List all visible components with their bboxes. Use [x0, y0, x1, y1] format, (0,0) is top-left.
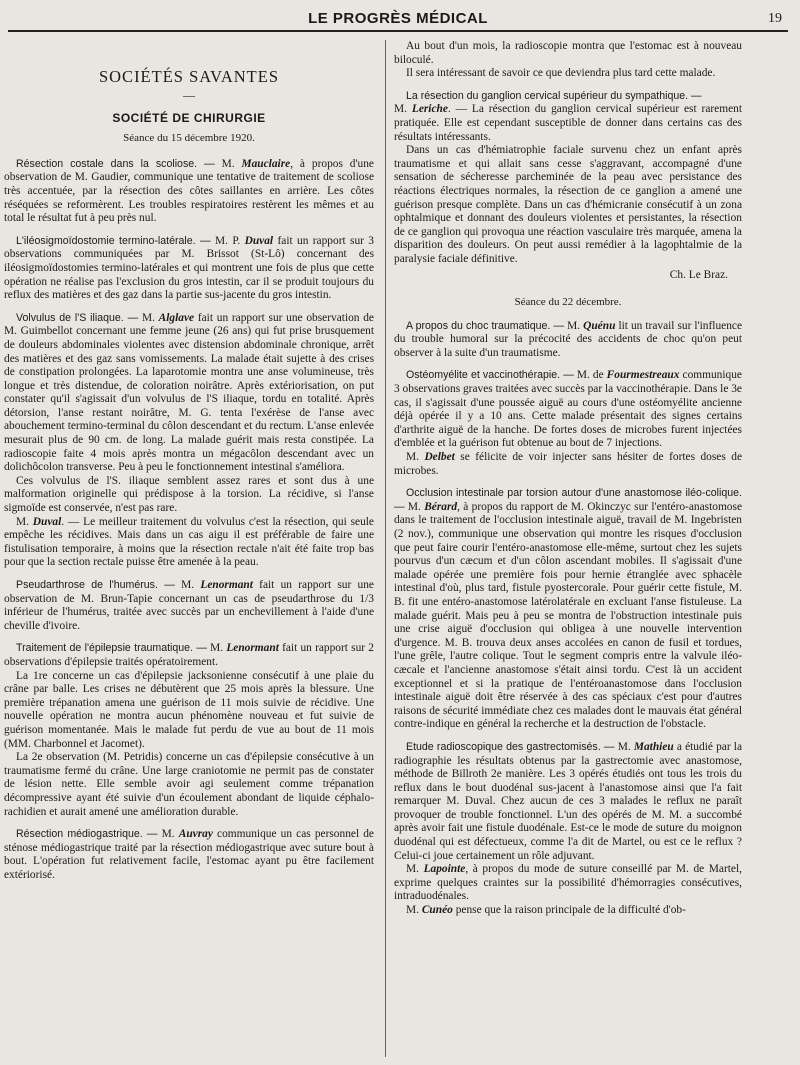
society-heading: SOCIÉTÉ DE CHIRURGIE — [112, 110, 266, 125]
author-name: Leriche — [411, 103, 448, 116]
section-title: SOCIÉTÉS SAVANTES — [98, 67, 280, 86]
article-paragraph: Dans un cas d'hémiatrophie faciale survenu chez un enfant après traumatisme et qui allait sans cesse s'aggravant, accompagné d'une sensation de sécheresse parcheminée de la peau avec persistance des réactions électriques normales, la résection de ce ganglion a amené une guérison presque complète. Dans un cas d'hémicranie consécutif à un zona ophtalmique et donnant des douleurs violentes et persistantes, la résection de ce ganglion qui provoqua une réaction vasculaire très marquée, amena la disparition des douleurs. On peut aussi remédier à la lagophtalmie de la paralysie faciale définitive. — [394, 144, 742, 265]
author-name: Delbet — [424, 451, 455, 464]
article-volvulus: Volvulus de l'S iliaque. — M. Alglave fait un rapport sur une observation de M. Guimbellot concernant une femme jeune (26 ans) qui fut prise brusquement de douleurs abdominales violentes avec distension abdominale chronique, arrêt des matières et des gaz sans vomissements. La malade était sujette à des crises de constipation prolongées. La laparotomie montra une anse volumineuse, très longue et très distendue, de coloration noirâtre. Après extériorisation, on put constater qu'il s'agissait d'un volvulus de l'S iliaque, tordu en totalité. Après détorsion, l'anse restant noirâtre, M. G. tenta l'exérèse de l'anse avec abouchement termino-terminal du côlon descendant et du rectum. L'anse enlevée mesurait plus de 90 cm. de long. La malade guérit mais resta constipée. La radioscopie faite 4 mois après montra un mégacôlon descendant avec un dolichôcolon transverse. Peu à peu le fonctionnement intestinal s'améliora. — [4, 311, 374, 474]
article-paragraph: M. Cunéo pense que la raison principale de la difficulté d'ob- — [406, 904, 686, 917]
article-title: L'iléosigmoïdostomie termino-latérale. — — [16, 234, 211, 247]
section-dash: — — [183, 87, 195, 102]
author-name: Lapointe — [423, 863, 466, 876]
article-text: a étudié par la radiographie les résultats obtenus par la gastrectomie avec anastomose, méthode de Billroth 2e manière. Les 3 opérés étudiés ont tous les trois du reflux dans le bout duodénal sus-jacent à l'anastomose ainsi que l'a fait remarquer M. Duval. Chez aucun de ces 3 malades le reflux ne paraît provoquer de trouble fonctionnel. L'un des opérés de M. M. a succombé après avoir fait une fistule duodénale. Est-ce le mode de suture du moignon duodénal qui est défectueux, comme l'a dit de Martel, ou est ce le reflux ? Celui-ci joue certainement un rôle adjuvant. — [394, 740, 742, 862]
author-name: Lenormant — [200, 579, 253, 591]
article-text: communique un cas personnel de sténose médiogastrique traité par la résection médiogastrique avec suture bout à bout. L'opération fut relativement facile, l'estomac ayant pu être facilement extériorisé. — [4, 828, 374, 881]
article-paragraph: M. Lapointe, à propos du mode de suture conseillé par M. de Martel, exprime quelques craintes sur la possibilité d'hémorragies consécutives, intraduodénales. — [394, 863, 742, 903]
article-osteomyelitis: Ostéomyélite et vaccinothérapie. — M. de Fourmestreaux communique 3 observations graves traitées avec succès par la vaccinothérapie. Dans le 3e cas, il s'agissait d'une poussée aiguë au cours d'une ostéomyélite ancienne déjà opérée il y a 10 ans. Cette malade présentait des signes certains d'arthrite aiguë de la hanche. De fortes doses de microbes furent injectées d'emblée et la guérison fut obtenue au bout de 7 injections. — [394, 369, 742, 450]
article-text: fait un rapport sur 2 observations d'épilepsie traités opératoirement. — [4, 642, 374, 668]
author-name: Fourmestreaux — [606, 369, 680, 382]
author-name: Bérard — [424, 500, 458, 513]
article-title: Occlusion intestinale par torsion autour d'une anastomose iléo-colique. — — [394, 487, 742, 513]
article-text: . — La résection du ganglion cervical supérieur est rarement pratiquée. Elle est cependant susceptible de donner dans certains cas des résultats intéressants. — [394, 103, 742, 143]
article-intestinal-occlusion: Occlusion intestinale par torsion autour d'une anastomose iléo-colique. — M. Bérard, à propos du rapport de M. Okinczyc sur l'entéro-anastomose dans le traitement de l'occlusion intestinale aiguë, travail de M. Ingebristen (2 nov.), communique une observation qui montre les risques d'occlusion que peut faire courir l'entéro-anastomose elle-même, surtout chez les sujets pourvus d'un cæcum et d'un côlon ascendant mobiles. Il s'agissait d'une malade opérée une première fois pour hernie étranglée avec sphacèle intestinal d'où, plus tard, fistule pyostercorale. Pour guérir cette fistule, M. B. fit une entéro-anastomose latérolatérale en excluant l'anse fistuleuse. La malade guérit. Mais peu à peu se montra de l'obstruction intestinale puis une crise aiguë d'occlusion qui obligea à une nouvelle intervention d'urgence. M. B. trouva deux anses accolées en canon de fusil et tordues, l'une grêle, l'autre colique. Tout le segment compris entre la valvule iléo-cæcale et l'ancienne anastomose s'était ainsi tordu. C'est là un accident exceptionnel et si la pratique de l'entéroanastomose dans l'occlusion intestinale aiguë doit être réservée à des cas spéciaux c'est pour d'autres raisons de sécurité immédiate chez ces malades dont le mauvais état général contre-indique en général la recherche et la destruction de l'obstacle. — [394, 487, 742, 731]
article-text: fait un rapport sur 3 observations communiquées par M. Brissot (St-Lô) concernant des iléosigmoïdostomies termino-latérales et qui montrent une fois de plus que cette opération ne réalise pas l'exclusion du gros intestin, car il se produit toujours du reflux des matières et des gaz dans la partie sus-jacente du gros intestin. — [4, 234, 374, 302]
article-traumatic-shock: A propos du choc traumatique. — M. Quénu lit un travail sur l'influence du trouble humoral sur la précocité des accidents de choc qu'on peut observer à la suite d'un traumatisme. — [394, 319, 742, 359]
article-paragraph: Il sera intéressant de savoir ce que deviendra plus tard cette malade. — [406, 67, 716, 80]
article-title: Résection costale dans la scoliose. — — [16, 157, 215, 170]
author-name: Duval — [32, 515, 62, 528]
article-title: Traitement de l'épilepsie traumatique. — — [16, 642, 207, 655]
author-name: Mathieu — [633, 740, 674, 753]
author-name: Alglave — [158, 311, 195, 324]
article-costal-resection: Résection costale dans la scoliose. — M. Mauclaire, à propos d'une observation de M. Gaudier, communique une tentative de traitement de scoliose très accentuée, par la résection des côtes saillantes en arrière. Les côtes réséquées se reformèrent. Les troubles respiratoires restèrent les mêmes et au total le résultat fut à peu près nul. — [4, 157, 374, 225]
article-title: Volvulus de l'S iliaque. — — [16, 311, 139, 324]
column-divider — [385, 40, 386, 1057]
article-text: communique 3 observations graves traitées avec succès par la vaccinothérapie. Dans le 3e cas, il s'agissait d'une poussée aiguë au cours d'une ostéomyélite ancienne déjà opérée il y a 10 ans. Cette malade présentait des signes certains d'arthrite aiguë de la hanche. De fortes doses de microbes furent injectées d'emblée et la guérison fut obtenue au bout de 7 injections. — [394, 369, 742, 450]
article-title: Résection médiogastrique. — — [16, 828, 158, 841]
left-column — [4, 40, 374, 1058]
seance-date: Séance du 15 décembre 1920. — [123, 132, 255, 145]
article-paragraph: La 1re concerne un cas d'épilepsie jacksonienne consécutif à une plaie du crâne par balle. Les crises ne débutèrent que 25 mois après la blessure. Une première trépanation amena une guérison de 11 mois suivie de récidive. Une nouvelle opération ne montra aucun phénomène nouveau et fut suivie de guérison momentanée. Mais le malade fut perdu de vue au bout de 11 mois (MM. Charbonnel et Jacomet). — [4, 669, 374, 750]
article-ileosigmoidostomy: L'iléosigmoïdostomie termino-latérale. — M. P. Duval fait un rapport sur 3 observations communiquées par M. Brissot (St-Lô) concernant des iléosigmoïdostomies termino-latérales et qui montrent une fois de plus que cette opération ne réalise pas l'exclusion du gros intestin, car il se produit toujours du reflux des matières et des gaz dans la partie sus-jacente du gros intestin. — [4, 234, 374, 302]
page-header — [8, 4, 788, 32]
article-pseudarthrosis: Pseudarthrose de l'humérus. — M. Lenormant fait un rapport sur une observation de M. Brun-Tapie concernant un cas de pseudarthrose du 1/3 inférieur de l'humérus, traitée avec succès par un enchevillement à l'aide d'une cheville d'ivoire. — [4, 579, 374, 632]
signature: Ch. Le Braz. — [669, 268, 728, 281]
article-title: Etude radioscopique des gastrectomisés. — — [406, 740, 615, 753]
article-text: , à propos d'une observation de M. Gaudier, communique une tentative de traitement de scoliose très accentuée, par la résection des côtes saillantes en arrière. Les côtes réséquées se reformèrent. Les troubles respiratoires restèrent les mêmes et au total le résultat fut à peu près nul. — [4, 157, 374, 225]
article-mediogastric-resection: Résection médiogastrique. — M. Auvray communique un cas personnel de sténose médiogastrique traité par la résection médiogastrique avec suture bout à bout. L'opération fut relativement facile, l'estomac ayant pu être facilement extériorisé. — [4, 828, 374, 881]
article-text: fait un rapport sur une observation de M. Guimbellot concernant une femme jeune (26 ans) qui fut prise brusquement de douleurs abdominales violentes avec distension abdominale chronique, arrêt des matières et des gaz sans vomissements. La malade était sujette à des crises de constipation prolongées. La laparotomie montra une anse volumineuse, très longue et très distendue, de coloration noirâtre. Après extériorisation, on put constater qu'il s'agissait d'un volvulus de l'S iliaque, tordu en totalité. Après détorsion, l'anse restant noirâtre, M. G. tenta l'exérèse de l'anse avec abouchement termino-terminal du côlon descendant et du rectum. L'anse enlevée mesurait plus de 90 cm. de long. La malade guérit mais resta constipée. La radioscopie faite 4 mois après montra un mégacôlon descendant avec un dolichôcolon transverse. Peu à peu le fonctionnement intestinal s'améliora. — [4, 311, 374, 474]
article-sympathetic-ganglion: La résection du ganglion cervical supérieur du sympathique. — M. Leriche. — La résection du ganglion cervical supérieur est rarement pratiquée. Elle est cependant susceptible de donner dans certains cas des résultats intéressants. — [394, 89, 742, 143]
article-text: fait un rapport sur une observation de M. Brun-Tapie concernant un cas de pseudarthrose du 1/3 inférieur de l'humérus, traitée avec succès par un enchevillement à l'aide d'une cheville d'ivoire. — [4, 579, 374, 632]
author-name: Duval — [244, 234, 274, 247]
right-column — [394, 40, 742, 1058]
article-title: La résection du ganglion cervical supérieur du sympathique. — — [406, 89, 702, 102]
author-name: Cunéo — [421, 904, 453, 917]
article-gastrectomy: Etude radioscopique des gastrectomisés. — M. Mathieu a étudié par la radiographie les résultats obtenus par la gastrectomie avec anastomose, méthode de Billroth 2e manière. Les 3 opérés étudiés ont tous les trois du reflux dans le bout duodénal sus-jacent à l'anastomose ainsi que l'a fait remarquer M. Duval. Chez aucun de ces 3 malades le reflux ne paraît provoquer de trouble fonctionnel. L'un des opérés de M. M. a succombé après avoir fait une fistule duodénale. Est-ce le mode de suture du moignon duodénal qui est défectueux, comme l'a dit de Martel, ou est ce le reflux ? Celui-ci joue certainement un rôle adjuvant. — [394, 740, 742, 862]
page-number: 19 — [768, 11, 782, 26]
author-name: Quénu — [583, 319, 616, 332]
article-title: A propos du choc traumatique. — — [406, 319, 565, 332]
author-name: Auvray — [178, 828, 213, 841]
article-epilepsy: Traitement de l'épilepsie traumatique. — M. Lenormant fait un rapport sur 2 observations d'épilepsie traités opératoirement. — [4, 642, 374, 668]
article-paragraph: M. Duval. — Le meilleur traitement du volvulus c'est la résection, qui seule empêche les récidives. Mais dans un cas aigu il est préférable de faire une fistulisation temporaire, à moins que la résection rectale n'ait été faite trop bas pour que la section rectale puisse être amenée à la peau. — [4, 515, 374, 569]
author-name: Mauclaire — [241, 157, 291, 170]
journal-title: LE PROGRÈS MÉDICAL — [308, 10, 488, 27]
article-paragraph: Ces volvulus de l'S. iliaque semblent assez rares et sont dus à une malformation originelle qui prédispose à la torsion. La récidive, si l'anse sigmoïde est conservée, n'est pas rare. — [4, 474, 374, 515]
seance-date: Séance du 22 décembre. — [514, 296, 622, 309]
article-paragraph: M. Delbet se félicite de voir injecter sans hésiter de fortes doses de microbes. — [394, 451, 742, 477]
author-name: Lenormant — [226, 642, 279, 655]
article-text: , à propos du rapport de M. Okinczyc sur l'entéro-anastomose dans le traitement de l'occlusion intestinale aiguë, travail de M. Ingebristen (2 nov.), communique une observation qui montre les risques d'occlusion que peut faire courir l'entéro-anastomose elle-même, surtout chez les sujets pourvus d'un cæcum et d'un côlon ascendant mobiles. Il s'agissait d'une malade opérée une première fois pour hernie étranglée avec sphacèle intestinal d'où, plus tard, fistule pyostercorale. Pour guérir cette fistule, M. B. fit une entéro-anastomose latérolatérale en excluant l'anse fistuleuse. La malade guérit. Mais peu à peu se montra de l'obstruction intestinale puis une crise aiguë d'occlusion qui obligea à une nouvelle intervention d'urgence. M. B. trouva deux anses accolées en canon de fusil et tordues, l'une grêle, l'autre colique. Tout le segment compris entre la valvule iléo-cæcale et l'ancienne anastomose s'était ainsi tordu. C'est là un accident exceptionnel et si la pratique de l'entéroanastomose dans l'occlusion intestinale aiguë doit être réservée à des cas spéciaux c'est pour d'autres raisons de sécurité immédiate chez ces malades dont le mauvais état général contre-indique en général la recherche et la destruction de l'obstacle. — [394, 500, 742, 731]
article-paragraph: Au bout d'un mois, la radioscopie montra que l'estomac est à nouveau biloculé. — [394, 40, 742, 66]
article-title: Pseudarthrose de l'humérus. — — [16, 579, 175, 591]
article-paragraph: La 2e observation (M. Petridis) concerne un cas d'épilepsie consécutive à un traumatisme fermé du crâne. Une large craniotomie ne permit pas de constater de lésion nette. Elle semble avoir agi seulement comme trépanation décompressive ayant été suivie d'un écoulement abondant de liquide céphalo-rachidien et aurait amené une amélioration durable. — [4, 751, 374, 818]
article-text: lit un travail sur l'influence du trouble humoral sur la précocité des accidents de choc qu'on peut observer à la suite d'un traumatisme. — [394, 319, 742, 359]
article-title: Ostéomyélite et vaccinothérapie. — — [406, 369, 574, 382]
